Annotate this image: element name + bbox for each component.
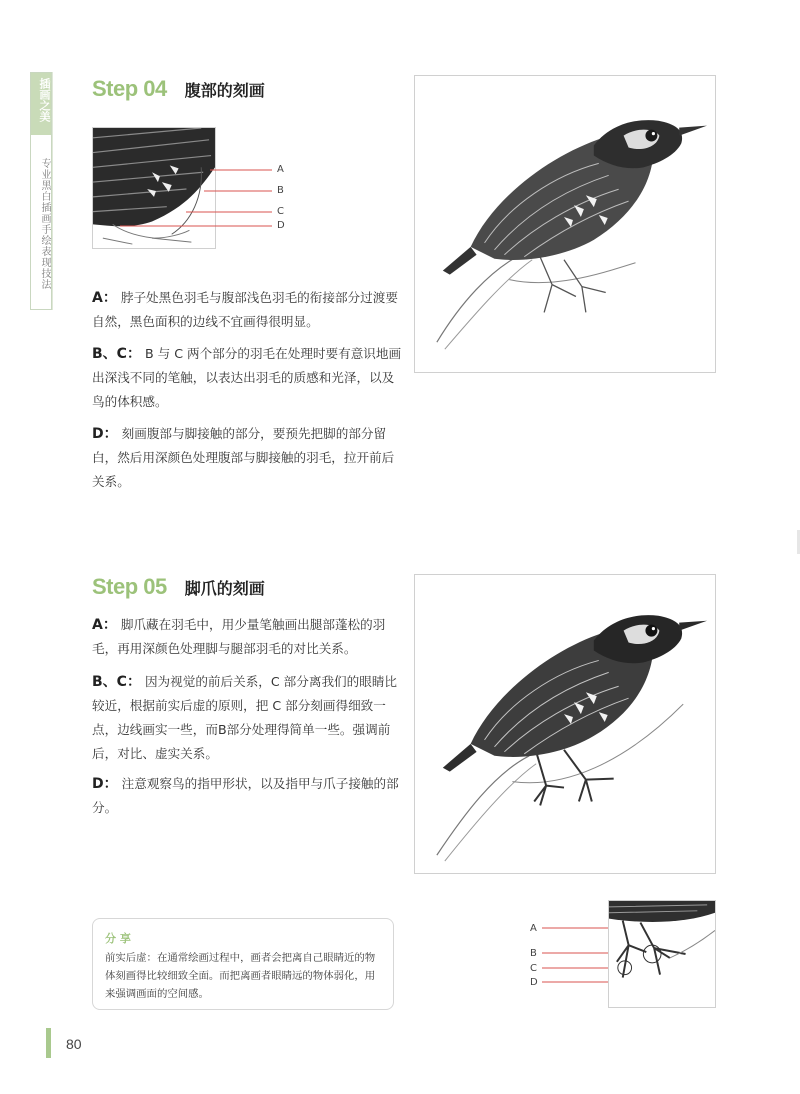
step05-heading xyxy=(92,574,265,600)
step04-paragraph-d xyxy=(92,422,402,494)
step04-callout-b: B xyxy=(277,185,284,196)
step05-callout-c: C xyxy=(530,963,537,974)
step04-callout-d: D xyxy=(277,220,285,231)
step05-foot-detail-image xyxy=(608,900,716,1008)
step04-heading xyxy=(92,76,265,102)
step04-paragraph-a-text: 脖子处黑色羽毛与腹部浅色羽毛的衔接部分过渡要自然，黑色面积的边线不宜画得很明显。 xyxy=(92,290,398,329)
page-number: 80 xyxy=(66,1036,82,1052)
step05-paragraph-a-label: A： xyxy=(92,617,117,633)
step04-title: 腹部的刻画 xyxy=(184,81,265,100)
step04-paragraph-d-text: 刻画腹部与脚接触的部分，要预先把脚的部分留白，然后用深颜色处理腹部与脚接触的羽毛，拉开前后关系。 xyxy=(92,426,395,489)
step05-callout-a: A xyxy=(530,923,537,934)
step04-paragraph-a-label: A： xyxy=(92,290,117,306)
step04-paragraph-bc xyxy=(92,342,402,414)
step05-title: 脚爪的刻画 xyxy=(184,579,265,598)
step05-paragraph-bc-label: B、C： xyxy=(92,674,141,690)
step04-paragraph-bc-label: B、C： xyxy=(92,346,141,362)
step04-number: Step 04 xyxy=(92,76,167,101)
step05-paragraph-bc xyxy=(92,670,402,766)
page-number-bar xyxy=(46,1028,51,1058)
share-text: 前实后虚：在通常绘画过程中，画者会把离自己眼睛近的物体刻画得比较细致全面。而把离画者眼睛远的物体弱化，用来强调画面的空间感。 xyxy=(105,952,376,1001)
step05-callout-b: B xyxy=(530,948,537,959)
step05-paragraph-d-label: D： xyxy=(92,776,118,792)
step04-paragraph-d-label: D： xyxy=(92,426,118,442)
step05-bird-illustration xyxy=(414,574,716,874)
share-tip-box xyxy=(92,918,394,1010)
step05-paragraph-bc-text: 因为视觉的前后关系，C 部分离我们的眼睛比较近，根据前实后虚的原则，把 C 部分刻画得细致一点，边线画实一些，而B部分处理得简单一些。强调前后，对比、虚实关系。 xyxy=(92,674,398,761)
step04-callout-a: A xyxy=(277,164,284,175)
side-divider xyxy=(52,72,53,310)
step05-paragraph-a-text: 脚爪藏在羽毛中，用少量笔触画出腿部蓬松的羽毛，再用深颜色处理脚与腿部羽毛的对比关系。 xyxy=(92,617,386,656)
chapter-side-tab xyxy=(30,72,52,310)
step04-callout-c: C xyxy=(277,206,284,217)
bird-sketch-step05 xyxy=(415,575,715,873)
step05-paragraph-a xyxy=(92,613,402,661)
step04-paragraph-a xyxy=(92,286,402,334)
step04-paragraph-bc-text: B 与 C 两个部分的羽毛在处理时要有意识地画出深浅不同的笔触，以表达出羽毛的质感和光泽，以及鸟的体积感。 xyxy=(92,346,402,409)
step05-number: Step 05 xyxy=(92,574,167,599)
side-tab-main-text: 插画之美 xyxy=(38,78,51,122)
bird-foot-detail-drawing xyxy=(609,901,715,1007)
step04-bird-illustration xyxy=(414,75,716,373)
bird-sketch-step04 xyxy=(415,76,715,372)
step05-callout-d: D xyxy=(530,977,538,988)
step05-paragraph-d-text: 注意观察鸟的指甲形状，以及指甲与爪子接触的部分。 xyxy=(92,776,399,815)
side-tab-header xyxy=(31,73,51,135)
step05-paragraph-d xyxy=(92,772,402,820)
side-tab-subtitle: 专业黑白插画手绘表现技法 xyxy=(39,158,50,290)
share-title: 分 享 xyxy=(105,932,131,945)
step04-callout-lines xyxy=(120,160,280,240)
